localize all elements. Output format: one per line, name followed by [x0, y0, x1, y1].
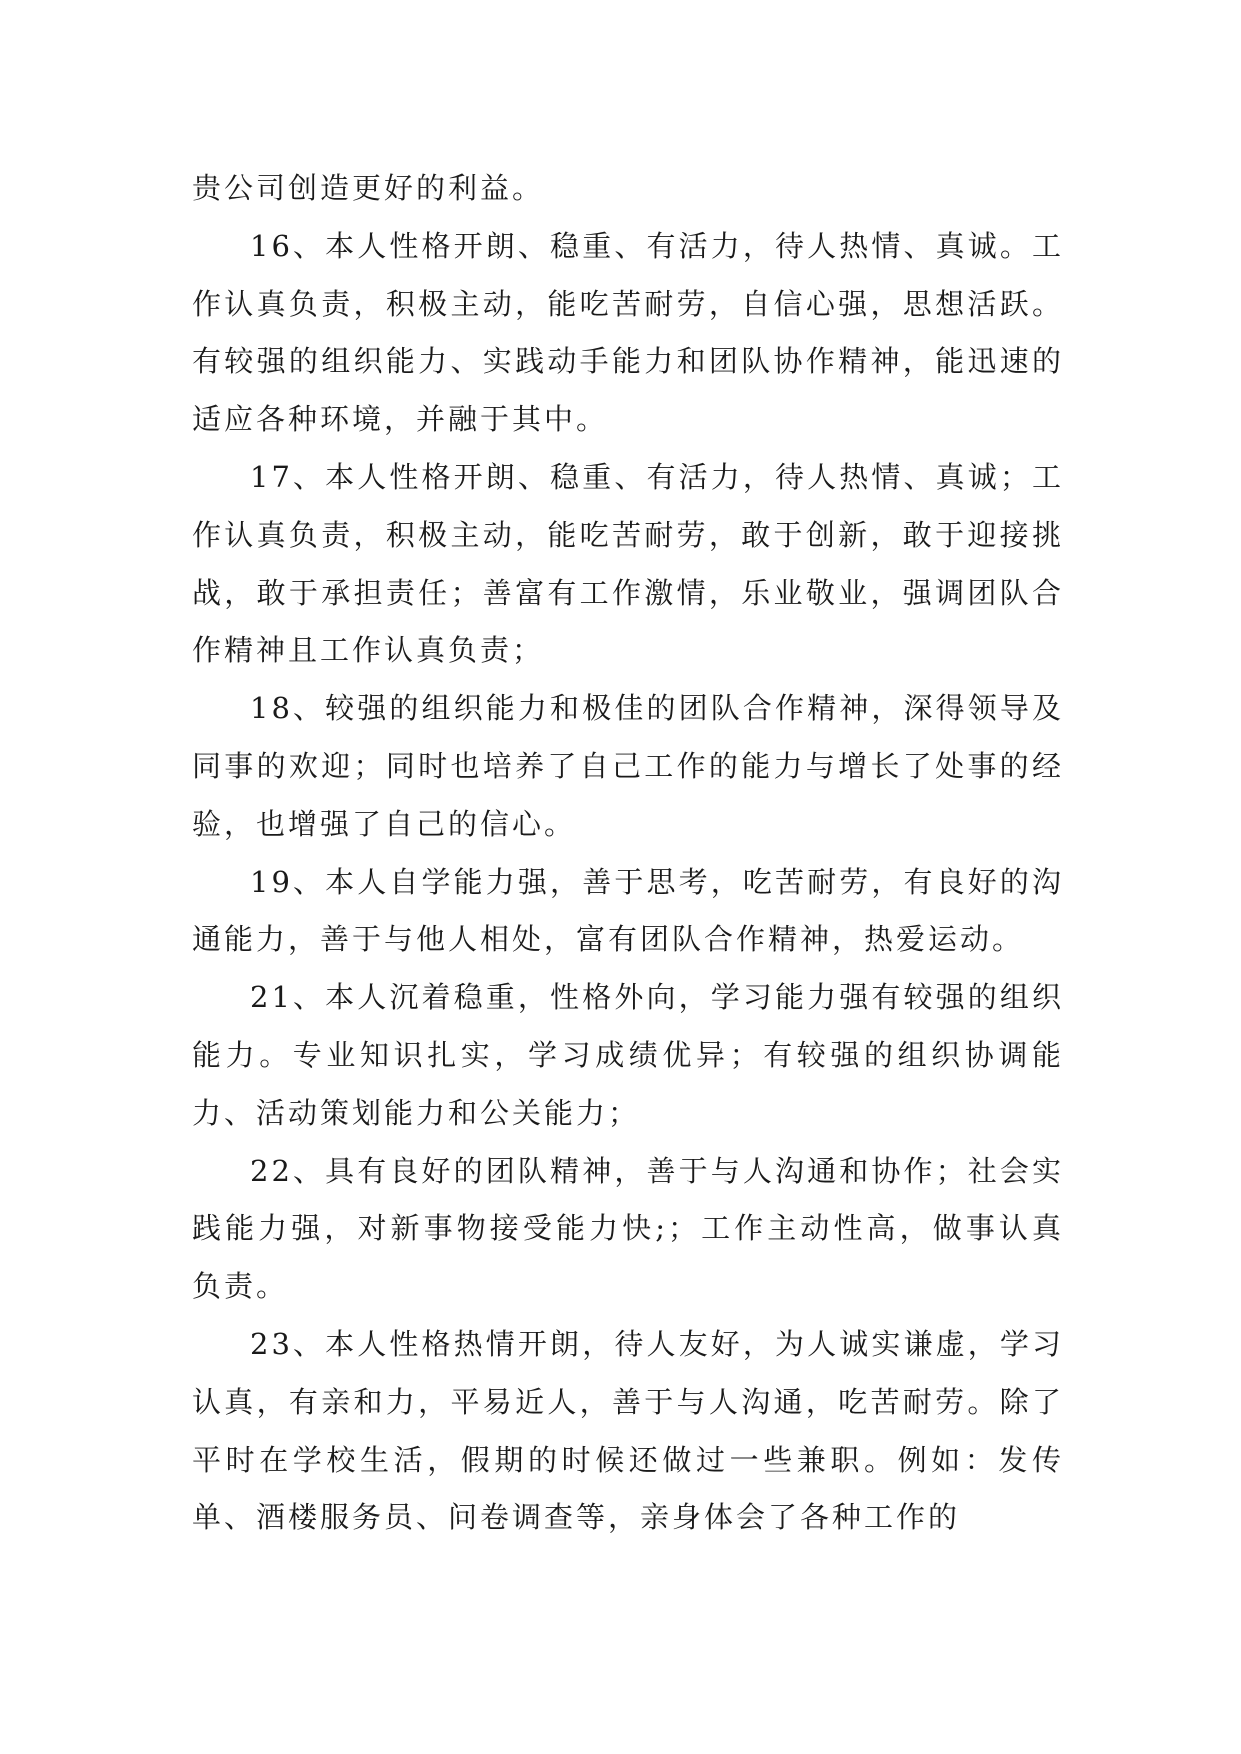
paragraph-item-19: 19、本人自学能力强，善于思考，吃苦耐劳，有良好的沟通能力，善于与他人相处，富有团队合作精神，热爱运动。 [192, 864, 1064, 957]
paragraph-item-17: 17、本人性格开朗、稳重、有活力，待人热情、真诚；工作认真负责，积极主动，能吃苦耐劳，敢于创新，敢于迎接挑战，敢于承担责任；善富有工作激情，乐业敬业，强调团队合作精神且工作认真负责； [192, 459, 1064, 668]
document-body [192, 160, 1064, 1547]
paragraph-item-18: 18、较强的组织能力和极佳的团队合作精神，深得领导及同事的欢迎；同时也培养了自己工作的能力与增长了处事的经验，也增强了自己的信心。 [192, 691, 1064, 841]
paragraph-item-21: 21、本人沉着稳重，性格外向，学习能力强有较强的组织能力。专业知识扎实，学习成绩优异；有较强的组织协调能力、活动策划能力和公关能力； [192, 980, 1064, 1130]
paragraph-continuation: 贵公司创造更好的利益。 [192, 171, 545, 205]
paragraph-item-23: 23、本人性格热情开朗，待人友好，为人诚实谦虚，学习认真，有亲和力，平易近人，善于与人沟通，吃苦耐劳。除了平时在学校生活，假期的时候还做过一些兼职。例如：发传单、酒楼服务员、问卷调查等，亲身体会了各种工作的 [192, 1326, 1064, 1535]
paragraph-item-22: 22、具有良好的团队精神，善于与人沟通和协作；社会实践能力强，对新事物接受能力快;；工作主动性高，做事认真负责。 [192, 1153, 1064, 1304]
paragraph-item-16: 16、本人性格开朗、稳重、有活力，待人热情、真诚。工作认真负责，积极主动，能吃苦耐劳，自信心强，思想活跃。有较强的组织能力、实践动手能力和团队协作精神，能迅速的适应各种环境，并融于其中。 [192, 228, 1064, 437]
